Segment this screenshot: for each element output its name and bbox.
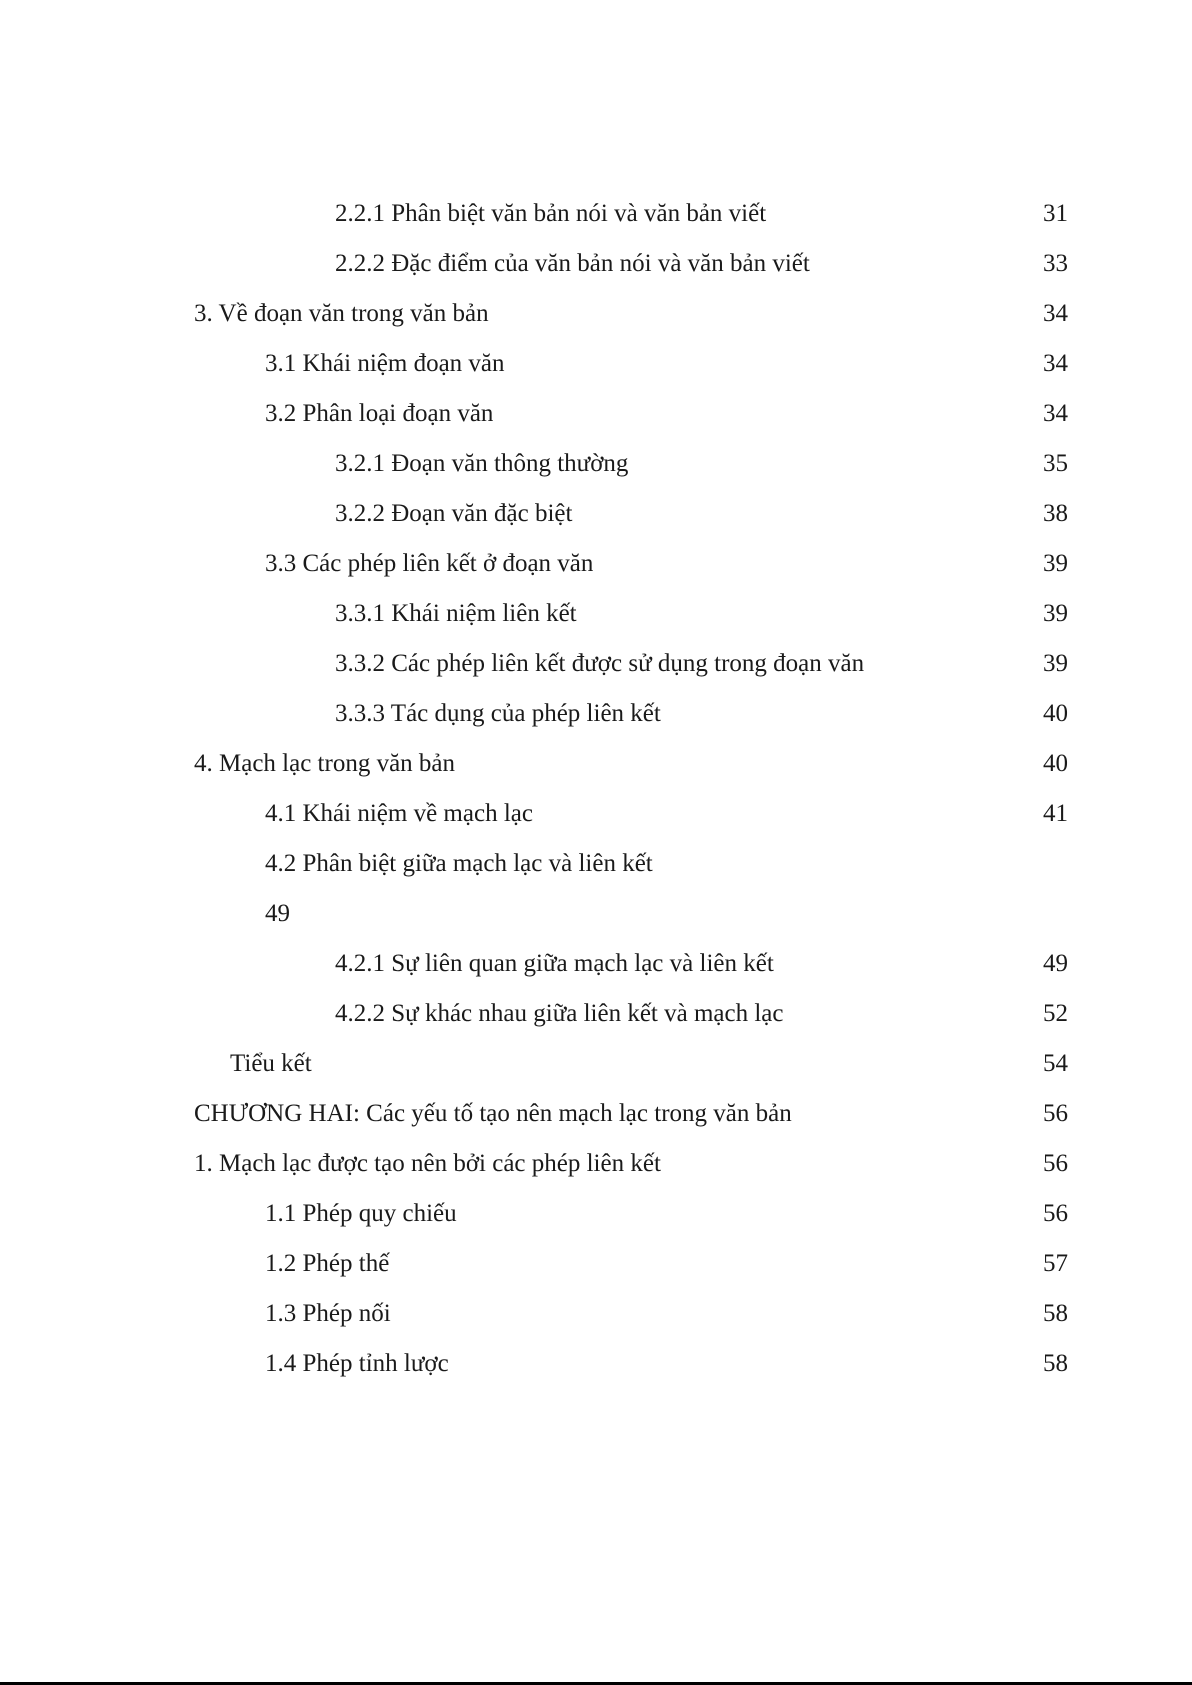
toc-entry-page-number: 39 (1043, 600, 1068, 627)
toc-entry-page-number: 31 (1043, 200, 1068, 227)
toc-entry-title: 2.2.1 Phân biệt văn bản nói và văn bản viết (335, 200, 767, 227)
toc-entry-page-number: 41 (1043, 800, 1068, 827)
toc-entry-title: 4.2.1 Sự liên quan giữa mạch lạc và liên kết (335, 950, 774, 977)
toc-entry-title: Tiểu kết (230, 1050, 312, 1077)
toc-entry-title: 3.3 Các phép liên kết ở đoạn văn (265, 550, 594, 577)
toc-entry-page-number: 56 (1043, 1150, 1068, 1177)
toc-entry (0, 1139, 1192, 1189)
toc-entry (0, 989, 1192, 1039)
toc-entry-page-number: 34 (1043, 300, 1068, 327)
toc-entry (0, 689, 1192, 739)
toc-entry-title: 3.3.1 Khái niệm liên kết (335, 600, 577, 627)
toc-entry-title: 3.1 Khái niệm đoạn văn (265, 350, 505, 377)
toc-entry-page-number: 58 (1043, 1350, 1068, 1377)
toc-entry (0, 639, 1192, 689)
toc-entry-page-number: 54 (1043, 1050, 1068, 1077)
toc-entry-title: 4.1 Khái niệm về mạch lạc (265, 800, 533, 827)
toc-entry (0, 889, 1192, 939)
toc-entry-title: CHƯƠNG HAI: Các yếu tố tạo nên mạch lạc trong văn bản (194, 1100, 792, 1127)
toc-entry-page-number: 57 (1043, 1250, 1068, 1277)
table-of-contents (0, 189, 1192, 1389)
toc-entry-title: 4.2.2 Sự khác nhau giữa liên kết và mạch lạc (335, 1000, 784, 1027)
toc-entry-title: 2.2.2 Đặc điểm của văn bản nói và văn bản viết (335, 250, 810, 277)
toc-entry-title: 1. Mạch lạc được tạo nên bởi các phép liên kết (194, 1150, 661, 1177)
toc-entry (0, 1239, 1192, 1289)
toc-entry (0, 189, 1192, 239)
toc-entry (0, 1289, 1192, 1339)
toc-entry (0, 489, 1192, 539)
toc-entry-page-number: 56 (1043, 1200, 1068, 1227)
toc-entry (0, 1189, 1192, 1239)
toc-entry-title: 3.3.2 Các phép liên kết được sử dụng trong đoạn văn (335, 650, 865, 677)
toc-entry (0, 239, 1192, 289)
toc-entry-title: 3.2.1 Đoạn văn thông thường (335, 450, 629, 477)
toc-entry (0, 439, 1192, 489)
toc-entry-page-number: 40 (1043, 700, 1068, 727)
toc-entry (0, 589, 1192, 639)
toc-entry (0, 389, 1192, 439)
toc-entry (0, 739, 1192, 789)
toc-entry-title: 1.4 Phép tỉnh lược (265, 1350, 449, 1377)
toc-entry-title: 3.2.2 Đoạn văn đặc biệt (335, 500, 573, 527)
toc-entry-page-number: 49 (1043, 950, 1068, 977)
toc-entry (0, 289, 1192, 339)
toc-entry-page-number: 40 (1043, 750, 1068, 777)
toc-entry (0, 1089, 1192, 1139)
toc-entry-title: 4.2 Phân biệt giữa mạch lạc và liên kết (265, 850, 653, 877)
toc-entry (0, 1339, 1192, 1389)
toc-entry-title: 1.2 Phép thế (265, 1250, 390, 1277)
toc-entry-page-number: 35 (1043, 450, 1068, 477)
toc-entry-page-number: 56 (1043, 1100, 1068, 1127)
toc-entry-title: 1.1 Phép quy chiếu (265, 1200, 457, 1227)
toc-entry-title: 49 (265, 900, 290, 927)
toc-entry (0, 939, 1192, 989)
toc-entry (0, 789, 1192, 839)
toc-entry-title: 4. Mạch lạc trong văn bản (194, 750, 456, 777)
toc-entry (0, 539, 1192, 589)
toc-entry-title: 3.3.3 Tác dụng của phép liên kết (335, 700, 661, 727)
toc-entry-page-number: 52 (1043, 1000, 1068, 1027)
toc-entry-title: 3.2 Phân loại đoạn văn (265, 400, 494, 427)
toc-entry-page-number: 38 (1043, 500, 1068, 527)
toc-entry-page-number: 39 (1043, 550, 1068, 577)
toc-entry-page-number: 34 (1043, 350, 1068, 377)
toc-entry-page-number: 34 (1043, 400, 1068, 427)
toc-entry-title: 3. Về đoạn văn trong văn bản (194, 300, 489, 327)
toc-entry (0, 1039, 1192, 1089)
toc-entry-page-number: 39 (1043, 650, 1068, 677)
toc-entry (0, 339, 1192, 389)
toc-entry (0, 839, 1192, 889)
toc-entry-page-number: 58 (1043, 1300, 1068, 1327)
toc-entry-title: 1.3 Phép nối (265, 1300, 391, 1327)
toc-entry-page-number: 33 (1043, 250, 1068, 277)
